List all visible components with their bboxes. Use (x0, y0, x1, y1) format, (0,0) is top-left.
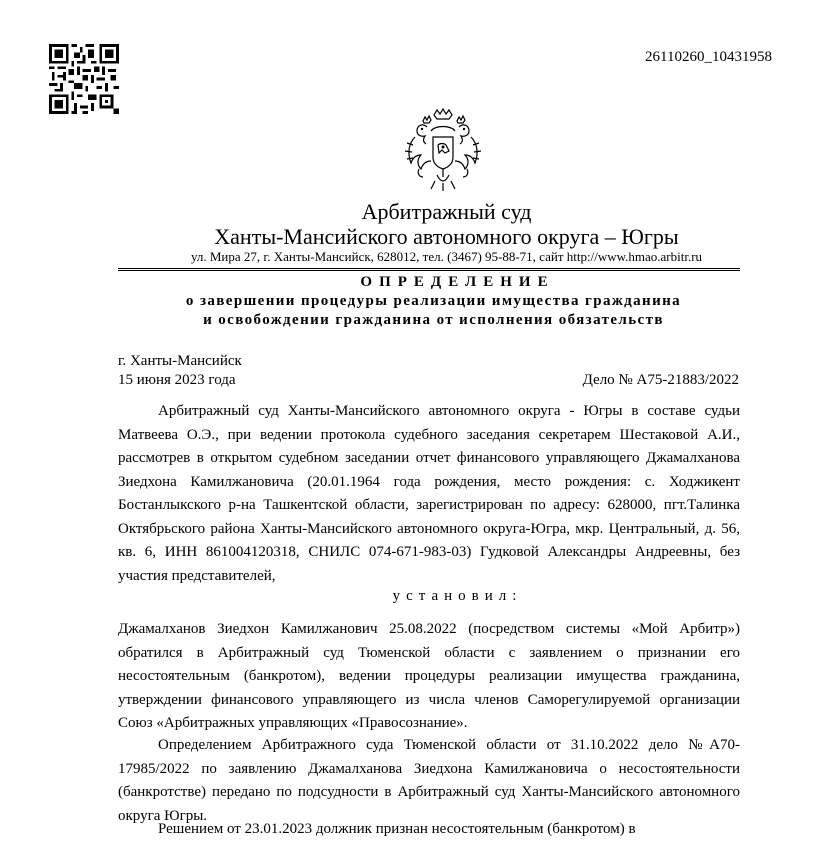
document-date: 15 июня 2023 года (118, 372, 236, 388)
document-id: 26110260_10431958 (645, 49, 772, 65)
court-region: Ханты-Мансийского автономного округа – Югры (214, 224, 679, 249)
paragraph-application: Джамалханов Зиедхон Камилжанович 25.08.2022 (посредством системы «Мой Арбитр») обратился в Арбитражный суд Тюменской области с заявлением о признании его несостоятельным (банкротом), ведении процедуры реализации имущества гражданина, утверждении финансового управляющего из числа членов Саморегулируемой организации Союз «Арбитражных управляющих «Правосознание». (118, 621, 740, 731)
qr-code-icon (49, 44, 119, 114)
paragraph-intro: Арбитражный суд Ханты-Мансийского автономного округа - Югры в составе судьи Матвеева О.Э., при ведении протокола судебного заседания секретарем Шестаковой А.И., рассмотрев в открытом судебном заседании отчет финансового управляющего Джамалханова Зиедхона Камилжановича (20.01.1964 года рождения, место рождения: с. Ходжикент Бостанлыкского р-на Ташкентской области, зарегистрирован по адресу: 628000, пгт.Талинка Октябрьского района Ханты-Мансийского автономного округа-Югра, мкр. Центральный, д. 56, кв. 6, ИНН 861004120318, СНИЛС 074-671-983-03) Гудковой Александры Андреевны, без участия представителей, (118, 403, 740, 584)
court-name: Арбитражный суд (361, 199, 532, 224)
city: г. Ханты-Мансийск (118, 353, 242, 369)
established-heading: установил: (392, 588, 523, 604)
case-number: Дело № А75-21883/2022 (582, 372, 739, 388)
paragraph-decision: Решением от 23.01.2023 должник признан несостоятельным (банкротом) в (158, 821, 636, 837)
paragraph-transfer: Определением Арбитражного суда Тюменской области от 31.10.2022 дело №А70-17985/2022 по заявлению Джамалханова Зиедхона Камилжановича о несостоятельности (банкротстве) передано по подсудности в Арбитражный суд Ханты-Мансийского автономного округа Югры. (118, 737, 740, 824)
header-divider (118, 268, 740, 271)
document-subtitle-line1: о завершении процедуры реализации имущества гражданина (185, 293, 682, 309)
document-title: ОПРЕДЕЛЕНИЕ (360, 274, 555, 290)
document-subtitle-line2: и освобождении гражданина от исполнения обязательств (203, 312, 664, 328)
coat-of-arms-icon (401, 107, 485, 193)
court-address: ул. Мира 27, г. Ханты-Мансийск, 628012, тел. (3467) 95-88-71, сайт http://www.hmao.arbitr.ru (190, 249, 703, 264)
